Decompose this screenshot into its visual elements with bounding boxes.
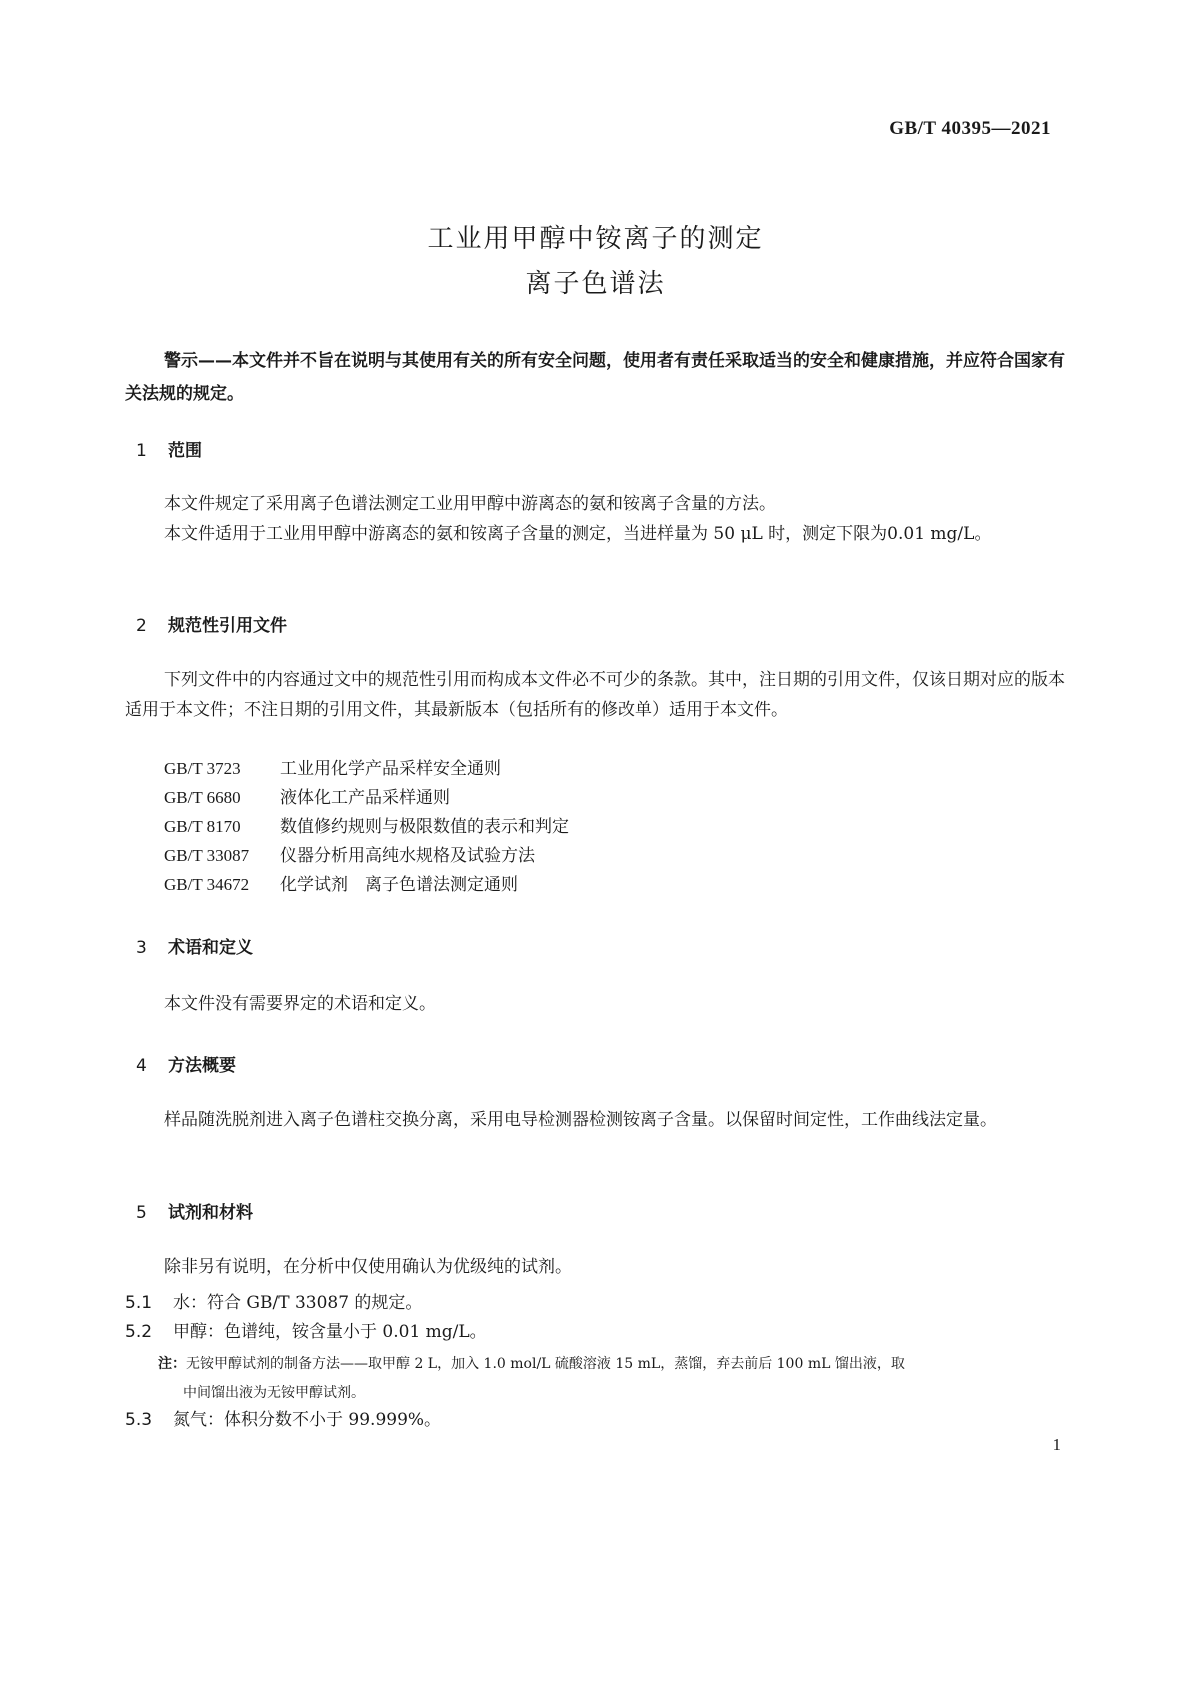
note-label: 注： — [158, 1356, 186, 1372]
section-title: 范围 — [168, 441, 202, 461]
note-text-line-1: 无铵甲醇试剂的制备方法——取甲醇 2 L，加入 1.0 mol/L 硫酸溶液 15 mL，蒸馏，弃去前后 100 mL 馏出液，取 — [186, 1356, 905, 1372]
section-4-heading — [136, 1051, 236, 1076]
reference-title: 液体化工产品采样通则 — [280, 788, 450, 808]
subclause-5-3 — [125, 1405, 441, 1430]
reference-title: 仪器分析用高纯水规格及试验方法 — [280, 846, 535, 866]
reference-code: GB/T 6680 — [164, 788, 241, 807]
section-title: 试剂和材料 — [168, 1203, 253, 1223]
subclause-5-2 — [125, 1317, 487, 1342]
section-number: 5 — [136, 1203, 147, 1223]
subclause-number: 5.1 — [125, 1293, 153, 1313]
subclause-text: 甲醇：色谱纯，铵含量小于 0.01 mg/L。 — [173, 1322, 487, 1342]
section-1-paragraph-2: 本文件适用于工业用甲醇中游离态的氨和铵离子含量的测定，当进样量为 50 μL 时，测定下限为0.01 mg/L。 — [164, 524, 992, 544]
section-number: 4 — [136, 1056, 147, 1076]
section-5-heading — [136, 1198, 253, 1223]
section-3-heading — [136, 933, 253, 958]
section-1-paragraph-1: 本文件规定了采用离子色谱法测定工业用甲醇中游离态的氨和铵离子含量的方法。 — [164, 494, 776, 514]
section-title: 术语和定义 — [168, 938, 253, 958]
standard-number: GB/T 40395—2021 — [889, 118, 1051, 139]
subclause-number: 5.3 — [125, 1410, 153, 1430]
section-number: 1 — [136, 441, 147, 461]
page-number: 1 — [1052, 1435, 1061, 1454]
reference-title: 化学试剂 离子色谱法测定通则 — [280, 875, 518, 895]
section-5-intro: 除非另有说明，在分析中仅使用确认为优级纯的试剂。 — [164, 1257, 572, 1277]
section-1-heading — [136, 436, 202, 461]
section-2-intro: 下列文件中的内容通过文中的规范性引用而构成本文件必不可少的条款。其中，注日期的引用文件，仅该日期对应的版本适用于本文件；不注日期的引用文件，其最新版本（包括所有的修改单）适用于本文件。 — [125, 670, 1065, 720]
subclause-number: 5.2 — [125, 1322, 153, 1342]
subclause-text: 氮气：体积分数不小于 99.999%。 — [173, 1410, 442, 1430]
reference-code: GB/T 33087 — [164, 846, 250, 865]
section-number: 3 — [136, 938, 147, 958]
section-4-paragraph: 样品随洗脱剂进入离子色谱柱交换分离，采用电导检测器检测铵离子含量。以保留时间定性，工作曲线法定量。 — [164, 1110, 997, 1130]
subclause-text: 水：符合 GB/T 33087 的规定。 — [173, 1293, 423, 1313]
section-number: 2 — [136, 616, 147, 636]
document-subtitle: 离子色谱法 — [525, 269, 666, 299]
subclause-5-1 — [125, 1288, 422, 1313]
note-text-line-2: 中间馏出液为无铵甲醇试剂。 — [183, 1385, 365, 1401]
reference-title: 工业用化学产品采样安全通则 — [280, 759, 501, 779]
reference-code: GB/T 34672 — [164, 875, 250, 894]
reference-title: 数值修约规则与极限数值的表示和判定 — [280, 817, 569, 837]
warning-paragraph: 警示——本文件并不旨在说明与其使用有关的所有安全问题，使用者有责任采取适当的安全和健康措施，并应符合国家有关法规的规定。 — [125, 351, 1065, 404]
document-title: 工业用甲醇中铵离子的测定 — [427, 224, 764, 254]
reference-item — [164, 783, 450, 813]
reference-item — [164, 812, 569, 842]
reference-item — [164, 841, 535, 871]
note — [158, 1350, 1061, 1408]
reference-code: GB/T 3723 — [164, 759, 241, 778]
section-title: 方法概要 — [168, 1056, 236, 1076]
section-title: 规范性引用文件 — [168, 616, 287, 636]
reference-item — [164, 754, 501, 784]
section-2-heading — [136, 611, 287, 636]
section-3-paragraph: 本文件没有需要界定的术语和定义。 — [164, 994, 436, 1014]
reference-code: GB/T 8170 — [164, 817, 241, 836]
reference-item — [164, 870, 518, 900]
